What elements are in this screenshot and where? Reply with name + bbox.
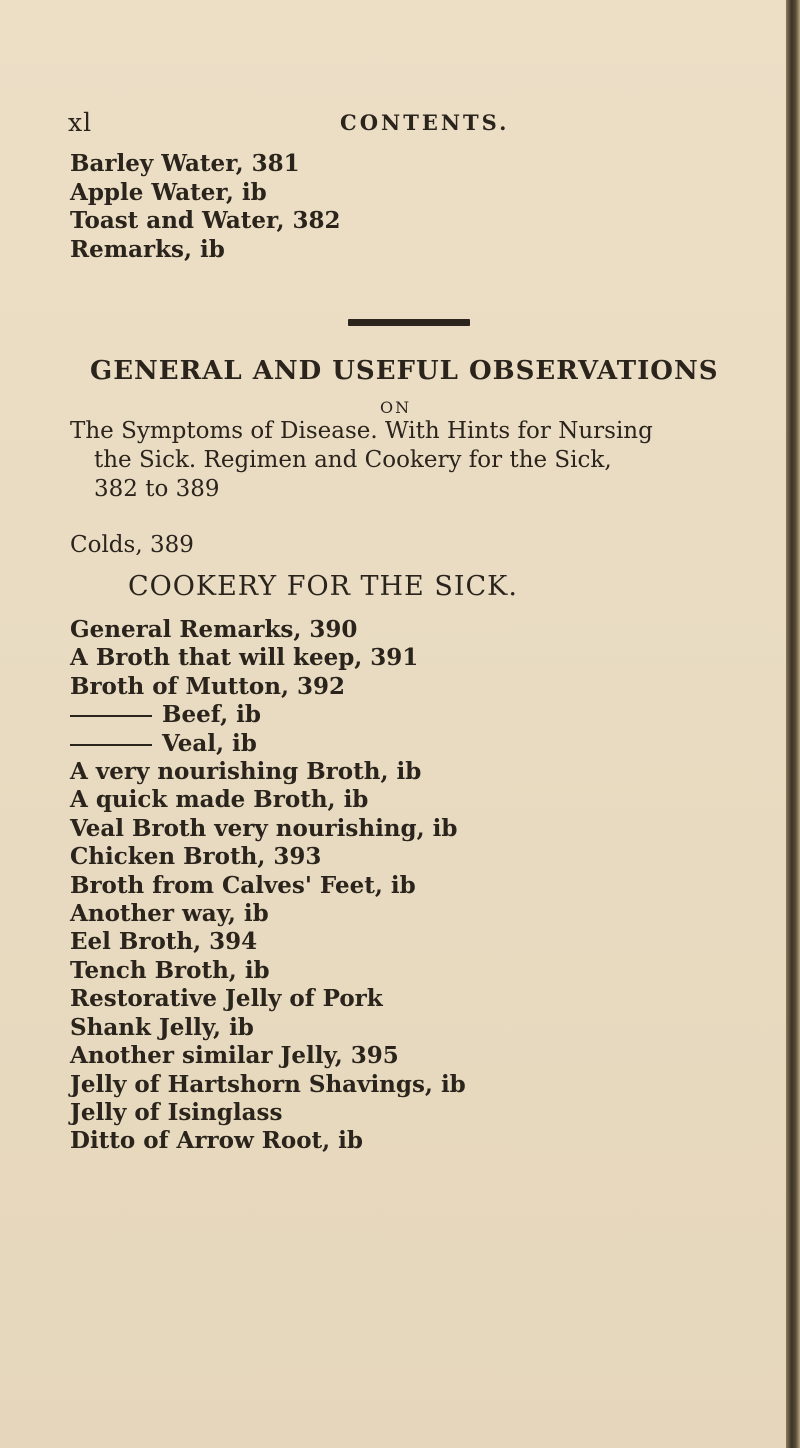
observations-entry: [70, 417, 760, 504]
list-item: Another similar Jelly, 395: [70, 1042, 399, 1070]
list-item: Another way, ib: [70, 900, 269, 928]
list-item: Broth of Mutton, 392: [70, 672, 346, 700]
running-title: CONTENTS.: [340, 110, 510, 135]
list-item: Colds, 389: [70, 532, 194, 558]
observations-line: the Sick. Regimen and Cookery for the Sick,: [94, 447, 612, 473]
heading-connector: ON: [380, 398, 412, 417]
section-divider: [348, 319, 470, 326]
ditto-dash: [70, 715, 152, 717]
page-edge-shadow: [786, 0, 800, 1448]
list-item: Remarks, ib: [70, 235, 225, 263]
list-item-text: Beef, ib: [162, 701, 261, 729]
list-item-text: Veal, ib: [162, 729, 257, 757]
observations-line: The Symptoms of Disease. With Hints for Nursing: [70, 418, 653, 444]
top-entries: [70, 150, 340, 264]
list-item: Ditto of Arrow Root, ib: [70, 1127, 364, 1155]
running-head: [68, 108, 708, 142]
list-item: Broth from Calves' Feet, ib: [70, 871, 416, 899]
observations-line: 382 to 389: [94, 476, 220, 502]
list-item: General Remarks, 390: [70, 616, 358, 643]
list-item: A Broth that will keep, 391: [70, 644, 419, 672]
page-number: xl: [68, 108, 93, 137]
list-item: Restorative Jelly of Pork: [70, 985, 383, 1013]
cookery-entries: [70, 616, 466, 1156]
list-item: Shank Jelly, ib: [70, 1013, 254, 1041]
list-item: Tench Broth, ib: [70, 956, 270, 984]
list-item: Barley Water, 381: [70, 150, 300, 177]
list-item: Toast and Water, 382: [70, 207, 341, 234]
list-item: Apple Water, ib: [70, 178, 267, 206]
section-heading-observations: GENERAL AND USEFUL OBSERVATIONS: [90, 356, 719, 386]
ditto-dash: [70, 744, 152, 746]
list-item: Eel Broth, 394: [70, 928, 258, 956]
list-item: Jelly of Hartshorn Shavings, ib: [70, 1070, 466, 1098]
list-item: Jelly of Isinglass: [70, 1098, 283, 1126]
section-heading-cookery: COOKERY FOR THE SICK.: [128, 571, 518, 602]
list-item: A very nourishing Broth, ib: [70, 758, 422, 786]
list-item: Veal Broth very nourishing, ib: [70, 814, 458, 842]
list-item: A quick made Broth, ib: [70, 786, 369, 814]
list-item: [70, 730, 466, 758]
list-item: Chicken Broth, 393: [70, 843, 322, 871]
list-item: [70, 701, 466, 729]
